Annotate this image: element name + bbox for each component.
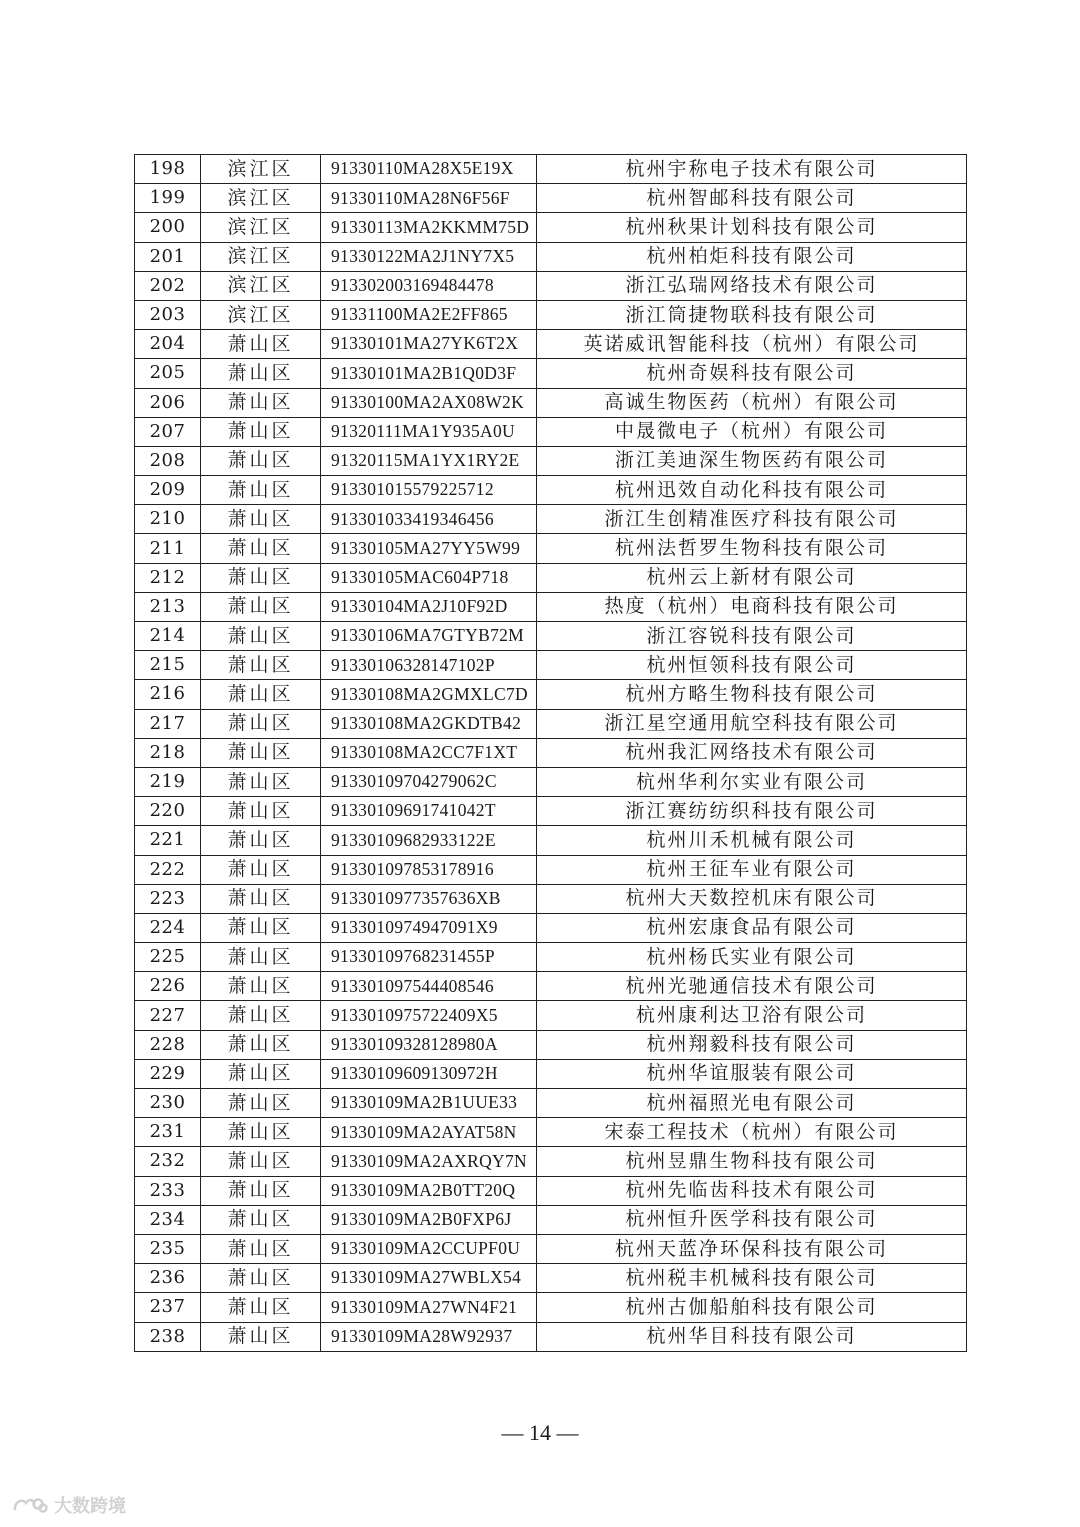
table-row — [135, 476, 967, 505]
row-number: 238 — [135, 1322, 201, 1351]
credit-code-cell: 91330101MA2B1Q0D3F — [321, 359, 537, 388]
table-row — [135, 651, 967, 680]
table-row — [135, 184, 967, 213]
table-row — [135, 884, 967, 913]
row-number: 222 — [135, 855, 201, 884]
company-name-cell: 杭州杨氏实业有限公司 — [537, 943, 967, 972]
row-number: 229 — [135, 1059, 201, 1088]
table-row — [135, 1030, 967, 1059]
district-cell: 萧山区 — [201, 1118, 321, 1147]
table-row — [135, 1118, 967, 1147]
credit-code-cell: 91330108MA2GKDTB42 — [321, 709, 537, 738]
watermark — [12, 1492, 126, 1518]
table-row — [135, 738, 967, 767]
table-row — [135, 1322, 967, 1351]
table-row — [135, 943, 967, 972]
district-cell: 萧山区 — [201, 388, 321, 417]
credit-code-cell: 91330109MA2B1UUE33 — [321, 1089, 537, 1118]
table-row — [135, 680, 967, 709]
row-number: 210 — [135, 505, 201, 534]
district-cell: 萧山区 — [201, 767, 321, 796]
row-number: 201 — [135, 242, 201, 271]
credit-code-cell: 91330109MA27WBLX54 — [321, 1264, 537, 1293]
credit-code-cell: 91330109MA2AXRQY7N — [321, 1147, 537, 1176]
table-row — [135, 563, 967, 592]
credit-code-cell: 91330106328147102P — [321, 651, 537, 680]
row-number: 218 — [135, 738, 201, 767]
row-number: 223 — [135, 884, 201, 913]
district-cell: 萧山区 — [201, 1147, 321, 1176]
company-name-cell: 杭州昱鼎生物科技有限公司 — [537, 1147, 967, 1176]
district-cell: 滨江区 — [201, 155, 321, 184]
company-name-cell: 杭州云上新材有限公司 — [537, 563, 967, 592]
row-number: 237 — [135, 1293, 201, 1322]
district-cell: 萧山区 — [201, 1205, 321, 1234]
logo-mark-icon — [12, 1494, 48, 1516]
credit-code-cell: 91330110MA28X5E19X — [321, 155, 537, 184]
company-name-cell: 杭州智邮科技有限公司 — [537, 184, 967, 213]
district-cell: 萧山区 — [201, 855, 321, 884]
company-name-cell: 杭州古伽船舶科技有限公司 — [537, 1293, 967, 1322]
row-number: 233 — [135, 1176, 201, 1205]
row-number: 211 — [135, 534, 201, 563]
table-row — [135, 1147, 967, 1176]
table-row — [135, 1234, 967, 1263]
credit-code-cell: 9133010977357636XB — [321, 884, 537, 913]
table-row — [135, 972, 967, 1001]
company-name-cell: 浙江筒捷物联科技有限公司 — [537, 300, 967, 329]
district-cell: 萧山区 — [201, 913, 321, 942]
district-cell: 滨江区 — [201, 242, 321, 271]
row-number: 208 — [135, 446, 201, 475]
watermark-text: 大数跨境 — [54, 1496, 126, 1517]
credit-code-cell: 913301097544408546 — [321, 972, 537, 1001]
district-cell: 萧山区 — [201, 592, 321, 621]
company-name-cell: 杭州奇娱科技有限公司 — [537, 359, 967, 388]
district-cell: 萧山区 — [201, 476, 321, 505]
district-cell: 萧山区 — [201, 943, 321, 972]
company-name-cell: 杭州恒升医学科技有限公司 — [537, 1205, 967, 1234]
company-name-cell: 浙江美迪深生物医药有限公司 — [537, 446, 967, 475]
company-name-cell: 杭州秋果计划科技有限公司 — [537, 213, 967, 242]
district-cell: 萧山区 — [201, 738, 321, 767]
row-number: 230 — [135, 1089, 201, 1118]
table-row — [135, 330, 967, 359]
district-cell: 萧山区 — [201, 826, 321, 855]
credit-code-cell: 91330109682933122E — [321, 826, 537, 855]
table-row — [135, 913, 967, 942]
district-cell: 萧山区 — [201, 417, 321, 446]
credit-code-cell: 9133010975722409X5 — [321, 1001, 537, 1030]
table-row — [135, 534, 967, 563]
district-cell: 萧山区 — [201, 1030, 321, 1059]
company-name-cell: 浙江星空通用航空科技有限公司 — [537, 709, 967, 738]
credit-code-cell: 913302003169484478 — [321, 271, 537, 300]
table-row — [135, 388, 967, 417]
district-cell: 萧山区 — [201, 884, 321, 913]
row-number: 228 — [135, 1030, 201, 1059]
company-name-cell: 热度（杭州）电商科技有限公司 — [537, 592, 967, 621]
district-cell: 萧山区 — [201, 651, 321, 680]
credit-code-cell: 91330105MA27YY5W99 — [321, 534, 537, 563]
district-cell: 滨江区 — [201, 300, 321, 329]
district-cell: 萧山区 — [201, 709, 321, 738]
table-row — [135, 592, 967, 621]
district-cell: 萧山区 — [201, 1322, 321, 1351]
credit-code-cell: 91330101MA27YK6T2X — [321, 330, 537, 359]
table-row — [135, 505, 967, 534]
table-row — [135, 797, 967, 826]
company-name-cell: 杭州王征车业有限公司 — [537, 855, 967, 884]
credit-code-cell: 91330109MA2B0FXP6J — [321, 1205, 537, 1234]
row-number: 220 — [135, 797, 201, 826]
company-name-cell: 杭州大天数控机床有限公司 — [537, 884, 967, 913]
credit-code-cell: 91330106MA7GTYB72M — [321, 622, 537, 651]
row-number: 236 — [135, 1264, 201, 1293]
credit-code-cell: 913301015579225712 — [321, 476, 537, 505]
table-row — [135, 417, 967, 446]
district-cell: 滨江区 — [201, 271, 321, 300]
company-name-cell: 杭州恒领科技有限公司 — [537, 651, 967, 680]
company-name-cell: 杭州法哲罗生物科技有限公司 — [537, 534, 967, 563]
table-row — [135, 271, 967, 300]
credit-code-cell: 91330109MA2AYAT58N — [321, 1118, 537, 1147]
row-number: 224 — [135, 913, 201, 942]
row-number: 204 — [135, 330, 201, 359]
company-name-cell: 浙江生创精准医疗科技有限公司 — [537, 505, 967, 534]
credit-code-cell: 91320115MA1YX1RY2E — [321, 446, 537, 475]
company-name-cell: 杭州我汇网络技术有限公司 — [537, 738, 967, 767]
company-name-cell: 杭州翔毅科技有限公司 — [537, 1030, 967, 1059]
table-row — [135, 1176, 967, 1205]
credit-code-cell: 91330109768231455P — [321, 943, 537, 972]
row-number: 226 — [135, 972, 201, 1001]
table-row — [135, 359, 967, 388]
row-number: 203 — [135, 300, 201, 329]
row-number: 234 — [135, 1205, 201, 1234]
company-name-cell: 中晟微电子（杭州）有限公司 — [537, 417, 967, 446]
district-cell: 萧山区 — [201, 1001, 321, 1030]
row-number: 235 — [135, 1234, 201, 1263]
company-name-cell: 杭州宏康食品有限公司 — [537, 913, 967, 942]
credit-code-cell: 91330100MA2AX08W2K — [321, 388, 537, 417]
credit-code-cell: 91330109MA27WN4F21 — [321, 1293, 537, 1322]
table-row — [135, 709, 967, 738]
company-list-table — [134, 154, 967, 1352]
credit-code-cell: 913301033419346456 — [321, 505, 537, 534]
row-number: 216 — [135, 680, 201, 709]
company-name-cell: 浙江容锐科技有限公司 — [537, 622, 967, 651]
company-name-cell: 高诚生物医药（杭州）有限公司 — [537, 388, 967, 417]
credit-code-cell: 9133010974947091X9 — [321, 913, 537, 942]
district-cell: 萧山区 — [201, 1176, 321, 1205]
row-number: 215 — [135, 651, 201, 680]
district-cell: 萧山区 — [201, 680, 321, 709]
district-cell: 萧山区 — [201, 797, 321, 826]
company-name-cell: 杭州华目科技有限公司 — [537, 1322, 967, 1351]
company-name-cell: 宋泰工程技术（杭州）有限公司 — [537, 1118, 967, 1147]
credit-code-cell: 91330109704279062C — [321, 767, 537, 796]
row-number: 209 — [135, 476, 201, 505]
table-row — [135, 155, 967, 184]
credit-code-cell: 91330113MA2KKMM75D — [321, 213, 537, 242]
credit-code-cell: 91330108MA2GMXLC7D — [321, 680, 537, 709]
company-name-cell: 杭州迅效自动化科技有限公司 — [537, 476, 967, 505]
district-cell: 萧山区 — [201, 505, 321, 534]
company-name-cell: 杭州方略生物科技有限公司 — [537, 680, 967, 709]
district-cell: 萧山区 — [201, 534, 321, 563]
district-cell: 萧山区 — [201, 359, 321, 388]
credit-code-cell: 91330108MA2CC7F1XT — [321, 738, 537, 767]
credit-code-cell: 91330104MA2J10F92D — [321, 592, 537, 621]
page-number: — 14 — — [501, 1420, 579, 1445]
table-row — [135, 622, 967, 651]
row-number: 205 — [135, 359, 201, 388]
company-name-cell: 浙江弘瑞网络技术有限公司 — [537, 271, 967, 300]
credit-code-cell: 91330109MA28W92937 — [321, 1322, 537, 1351]
row-number: 232 — [135, 1147, 201, 1176]
district-cell: 萧山区 — [201, 972, 321, 1001]
district-cell: 萧山区 — [201, 1293, 321, 1322]
row-number: 213 — [135, 592, 201, 621]
company-name-cell: 杭州华利尔实业有限公司 — [537, 767, 967, 796]
row-number: 207 — [135, 417, 201, 446]
table-row — [135, 213, 967, 242]
credit-code-cell: 91330109MA2CCUPF0U — [321, 1234, 537, 1263]
district-cell: 萧山区 — [201, 622, 321, 651]
row-number: 199 — [135, 184, 201, 213]
company-name-cell: 杭州华谊服装有限公司 — [537, 1059, 967, 1088]
district-cell: 滨江区 — [201, 184, 321, 213]
company-name-cell: 浙江赛纺纺织科技有限公司 — [537, 797, 967, 826]
row-number: 217 — [135, 709, 201, 738]
credit-code-cell: 91330109328128980A — [321, 1030, 537, 1059]
row-number: 214 — [135, 622, 201, 651]
credit-code-cell: 91330105MAC604P718 — [321, 563, 537, 592]
table-row — [135, 242, 967, 271]
credit-code-cell: 91330109691741042T — [321, 797, 537, 826]
company-name-cell: 杭州柏炬科技有限公司 — [537, 242, 967, 271]
district-cell: 萧山区 — [201, 1059, 321, 1088]
table-row — [135, 1089, 967, 1118]
table-row — [135, 767, 967, 796]
table-row — [135, 1205, 967, 1234]
credit-code-cell: 91330110MA28N6F56F — [321, 184, 537, 213]
table-row — [135, 300, 967, 329]
company-name-cell: 杭州先临齿科技术有限公司 — [537, 1176, 967, 1205]
table-row — [135, 1264, 967, 1293]
row-number: 206 — [135, 388, 201, 417]
credit-code-cell: 91330109MA2B0TT20Q — [321, 1176, 537, 1205]
district-cell: 萧山区 — [201, 563, 321, 592]
credit-code-cell: 91330109609130972H — [321, 1059, 537, 1088]
table-row — [135, 1059, 967, 1088]
district-cell: 滨江区 — [201, 213, 321, 242]
row-number: 225 — [135, 943, 201, 972]
row-number: 221 — [135, 826, 201, 855]
table-row — [135, 1293, 967, 1322]
row-number: 227 — [135, 1001, 201, 1030]
credit-code-cell: 91330122MA2J1NY7X5 — [321, 242, 537, 271]
row-number: 219 — [135, 767, 201, 796]
row-number: 198 — [135, 155, 201, 184]
company-name-cell: 杭州川禾机械有限公司 — [537, 826, 967, 855]
table-row — [135, 1001, 967, 1030]
row-number: 212 — [135, 563, 201, 592]
district-cell: 萧山区 — [201, 330, 321, 359]
table-body — [135, 155, 967, 1352]
row-number: 202 — [135, 271, 201, 300]
company-name-cell: 杭州福照光电有限公司 — [537, 1089, 967, 1118]
district-cell: 萧山区 — [201, 446, 321, 475]
credit-code-cell: 91331100MA2E2FF865 — [321, 300, 537, 329]
table-row — [135, 855, 967, 884]
district-cell: 萧山区 — [201, 1234, 321, 1263]
row-number: 231 — [135, 1118, 201, 1147]
table-row — [135, 826, 967, 855]
table-row — [135, 446, 967, 475]
district-cell: 萧山区 — [201, 1264, 321, 1293]
credit-code-cell: 913301097853178916 — [321, 855, 537, 884]
company-name-cell: 杭州天蓝净环保科技有限公司 — [537, 1234, 967, 1263]
company-name-cell: 英诺威讯智能科技（杭州）有限公司 — [537, 330, 967, 359]
company-name-cell: 杭州光驰通信技术有限公司 — [537, 972, 967, 1001]
company-name-cell: 杭州宇称电子技术有限公司 — [537, 155, 967, 184]
company-name-cell: 杭州康利达卫浴有限公司 — [537, 1001, 967, 1030]
company-name-cell: 杭州税丰机械科技有限公司 — [537, 1264, 967, 1293]
row-number: 200 — [135, 213, 201, 242]
district-cell: 萧山区 — [201, 1089, 321, 1118]
credit-code-cell: 91320111MA1Y935A0U — [321, 417, 537, 446]
